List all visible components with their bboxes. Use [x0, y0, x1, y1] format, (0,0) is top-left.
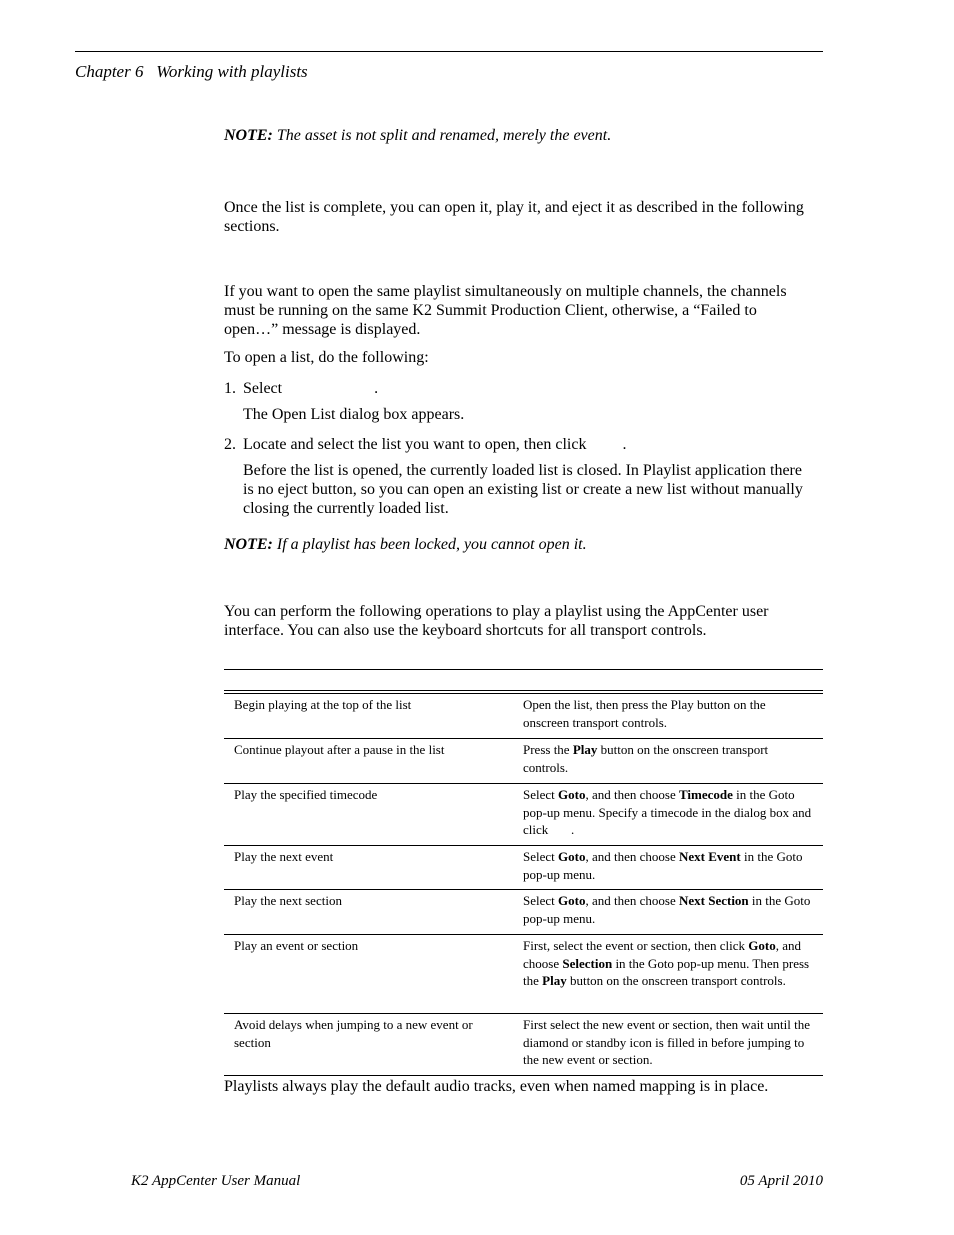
action-cell — [523, 892, 815, 927]
action-text: Open the list, then press the Play button on the onscreen transport controls. — [523, 697, 769, 730]
footer-manual-title: K2 AppCenter User Manual — [131, 1173, 301, 1189]
task-cell: Avoid delays when jumping to a new event or section — [234, 1017, 473, 1050]
action-text: button on the onscreen transport controls. — [523, 742, 772, 775]
step-number: 1. — [224, 380, 236, 397]
action-text: Select — [523, 787, 559, 802]
action-cell — [523, 741, 815, 776]
note-text: If a playlist has been locked, you cannot open it. — [272, 536, 587, 553]
paragraph-audio: Playlists always play the default audio tracks, even when named mapping is in place. — [224, 1078, 769, 1095]
ui-term: Goto — [748, 938, 776, 953]
table-row — [224, 694, 823, 739]
paragraph-simultaneous: If you want to open the same playlist simultaneously on multiple channels, the channels must be running on the same K2 Summit Production Client, otherwise, a “Failed to open…” message is displayed. — [224, 283, 787, 338]
table-top-rule — [224, 669, 823, 670]
action-text: button on the onscreen transport controls. — [566, 973, 786, 988]
action-text: in the Goto pop-up menu. — [523, 849, 806, 882]
table-header-rule — [224, 690, 823, 691]
action-cell — [523, 696, 815, 731]
ui-term: Timecode — [678, 787, 733, 802]
step-result: Before the list is opened, the currently loaded list is closed. In Playlist application there is no eject button, so you can open an existing list or create a new list without manually closing the currently loaded list. — [243, 462, 803, 517]
ui-term: Next Event — [678, 849, 741, 864]
ui-term: Goto — [558, 849, 586, 864]
ui-term: Play — [542, 973, 567, 988]
ui-term: Play — [572, 742, 598, 757]
operations-table — [224, 694, 823, 1076]
action-text: in the Goto pop-up menu. Specify a timecode in the dialog box and click . — [523, 787, 815, 837]
task-cell: Continue playout after a pause in the list — [234, 742, 445, 757]
table-row — [224, 890, 823, 935]
task-cell: Play the next event — [234, 849, 334, 864]
step-number: 2. — [224, 436, 236, 453]
action-cell — [523, 1016, 815, 1069]
header-rule — [75, 51, 823, 52]
note-text: The asset is not split and renamed, merely the event. — [272, 127, 612, 144]
action-text: , and then choose — [585, 787, 679, 802]
task-cell: Play the specified timecode — [234, 787, 378, 802]
table-row — [224, 784, 823, 846]
step-text: Locate and select the list you want to open, then click . — [243, 436, 627, 453]
action-text: Press the — [523, 742, 573, 757]
action-text: Select — [523, 893, 559, 908]
action-text: in the Goto pop-up menu. — [523, 893, 814, 926]
ui-term: Goto — [558, 787, 586, 802]
action-text: First select the new event or section, then wait until the diamond or standby icon is filled in before jumping to the new event or section. — [523, 1017, 814, 1067]
action-text: First, select the event or section, then click — [523, 938, 749, 953]
note-locked — [224, 536, 823, 554]
action-text: , and then choose — [585, 893, 679, 908]
note-asset — [224, 127, 823, 145]
table-row — [224, 739, 823, 784]
paragraph-perform: You can perform the following operations to play a playlist using the AppCenter user interface. You can also use the keyboard shortcuts for all transport controls. — [224, 603, 769, 639]
ui-term: Goto — [558, 893, 586, 908]
paragraph-list-complete: Once the list is complete, you can open it, play it, and eject it as described in the following sections. — [224, 199, 804, 235]
action-cell — [523, 937, 815, 990]
task-cell: Play the next section — [234, 893, 342, 908]
table-row — [224, 935, 823, 1014]
paragraph-to-open: To open a list, do the following: — [224, 349, 429, 366]
table-row — [224, 1014, 823, 1076]
action-text: in the Goto pop-up menu. Then press the — [523, 955, 813, 988]
action-text: Select — [523, 849, 559, 864]
task-cell: Play an event or section — [234, 938, 359, 953]
task-cell: Begin playing at the top of the list — [234, 697, 412, 712]
step-result: The Open List dialog box appears. — [243, 406, 465, 423]
action-cell — [523, 786, 815, 839]
table-row — [224, 846, 823, 890]
note-label: NOTE: — [224, 127, 273, 144]
ui-term: Selection — [562, 955, 613, 971]
ui-term: Next Section — [678, 893, 749, 908]
footer-date: 05 April 2010 — [739, 1173, 823, 1189]
step-text: Select . — [243, 380, 379, 397]
action-text: , and choose — [523, 938, 805, 971]
action-text: , and then choose — [585, 849, 679, 864]
chapter-header: Chapter 6 Working with playlists — [75, 62, 308, 81]
note-label: NOTE: — [224, 536, 273, 553]
action-cell — [523, 848, 815, 883]
